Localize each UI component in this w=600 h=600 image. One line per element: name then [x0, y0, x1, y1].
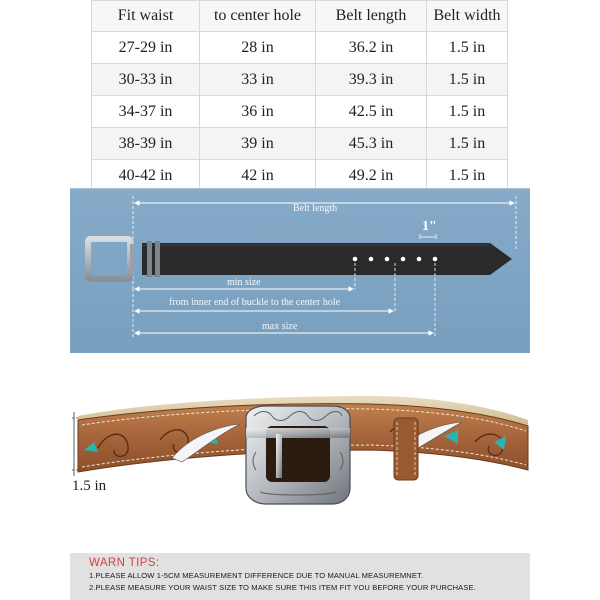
cell-belt-length: 45.3 in: [316, 128, 427, 160]
cell-belt-width: 1.5 in: [427, 32, 508, 64]
warn-tips-title: WARN TIPS:: [89, 557, 160, 569]
cell-belt-length: 42.5 in: [316, 96, 427, 128]
cell-fit-waist: 38-39 in: [92, 128, 200, 160]
cell-fit-waist: 27-29 in: [92, 32, 200, 64]
table-row: [92, 96, 508, 128]
min-size-label: min size: [227, 277, 261, 288]
belt-photo: [70, 392, 530, 542]
cell-belt-width: 1.5 in: [427, 96, 508, 128]
cell-fit-waist: 30-33 in: [92, 64, 200, 96]
header-belt-length: Belt length: [316, 1, 427, 32]
header-fit-waist: Fit waist: [92, 1, 200, 32]
belt-length-label: Belt length: [293, 203, 338, 214]
header-belt-width: Belt width: [427, 1, 508, 32]
tooled-leather-belt-image: [70, 392, 530, 542]
belt-diagram: [70, 188, 530, 353]
cell-belt-width: 1.5 in: [427, 64, 508, 96]
cell-fit-waist: 40-42 in: [92, 160, 200, 192]
cell-center-hole: 36 in: [200, 96, 316, 128]
table-row: [92, 128, 508, 160]
cell-belt-length: 36.2 in: [316, 32, 427, 64]
table-row: [92, 32, 508, 64]
table-row: [92, 64, 508, 96]
cell-center-hole: 42 in: [200, 160, 316, 192]
center-hole-label: from inner end of buckle to the center hole: [169, 297, 341, 308]
header-center-hole: to center hole: [200, 1, 316, 32]
warn-tips-box: [70, 553, 530, 600]
cell-belt-width: 1.5 in: [427, 128, 508, 160]
cell-belt-width: 1.5 in: [427, 160, 508, 192]
cell-belt-length: 49.2 in: [316, 160, 427, 192]
cell-center-hole: 33 in: [200, 64, 316, 96]
hole-spacing-label: 1": [422, 219, 437, 234]
warn-tip-2: 2.PLEASE MEASURE YOUR WAIST SIZE TO MAKE SURE THIS ITEM FIT YOU BEFORE YOUR PURCHASE.: [89, 583, 476, 592]
warn-tip-1: 1.PLEASE ALLOW 1-5CM MEASUREMENT DIFFERENCE DUE TO MANUAL MEASUREMNET.: [89, 571, 424, 580]
max-size-label: max size: [262, 321, 298, 332]
cell-center-hole: 39 in: [200, 128, 316, 160]
cell-center-hole: 28 in: [200, 32, 316, 64]
table-header-row: [92, 1, 508, 32]
cell-belt-length: 39.3 in: [316, 64, 427, 96]
belt-width-label: 1.5 in: [72, 478, 107, 494]
cell-fit-waist: 34-37 in: [92, 96, 200, 128]
table-row: [92, 160, 508, 192]
size-table: [91, 0, 508, 192]
